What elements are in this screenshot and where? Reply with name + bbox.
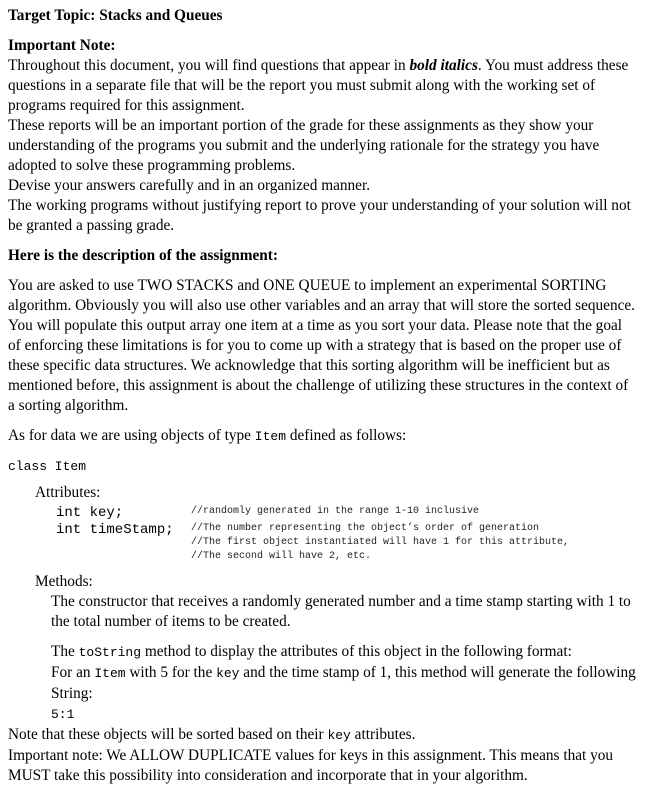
duplicate-keys-note: Important note: We ALLOW DUPLICATE values for keys in this assignment. This means that you MUST take this possibility into consideration and incorporate that in your algorithm. — [8, 747, 614, 784]
important-note-paragraph-4: The working programs without justifying report to prove your understanding of your solution will not be granted a passing grade. — [8, 197, 631, 234]
example-code-item: Item — [94, 666, 126, 681]
sorted-note-post: attributes. — [350, 726, 416, 743]
attribute-row-key — [35, 505, 638, 521]
description-paragraph: You are asked to use TWO STACKS and ONE QUEUE to implement an experimental SORTING algorithm. Obviously you will also use other variables and an array that will store the sorted sequence. You will populate this output array one item at a time as you sort your data. Please note that the goal of enforcing these limitations is for you to come up with a strategy that is based on the proper use of these specific data structures. We acknowledge that this sorting algorithm will be inefficient but as mentioned before, this assignment is about the challenge of utilizing these structures in the context of a sorting algorithm. — [8, 277, 636, 414]
methods-label: Methods: — [35, 573, 93, 590]
methods-section — [35, 572, 638, 725]
attribute-row-timestamp — [35, 522, 638, 564]
attribute-comments-key — [191, 505, 479, 519]
data-line-post: defined as follows: — [286, 427, 407, 444]
sorted-note-pre: Note that these objects will be sorted based on their — [8, 726, 328, 743]
tostring-post: method to display the attributes of this object in the following format: — [141, 643, 572, 660]
tostring-description — [51, 642, 638, 663]
data-type-line — [8, 426, 638, 447]
important-note-paragraph-1 — [8, 56, 638, 116]
attribute-comments-timestamp — [191, 522, 569, 564]
attributes-section — [35, 483, 638, 564]
document — [8, 6, 638, 786]
attribute-decl-key: int key; — [56, 505, 124, 521]
constructor-description: The constructor that receives a randomly generated number and a time stamp starting with 1 to the total number of items to be created. — [51, 593, 631, 630]
sorted-by-key-note — [8, 725, 638, 746]
data-line-code: Item — [254, 429, 287, 444]
example-mid: with 5 for the — [125, 664, 217, 681]
example-post: and the time stamp of 1, this method will generate the following String: — [51, 664, 636, 702]
important-note-heading: Important Note: — [8, 37, 116, 54]
methods-body — [51, 592, 638, 704]
attribute-comment: //The number representing the object’s order of generation — [191, 523, 540, 534]
note-line1-pre: Throughout this document, you will find questions that appear in — [8, 57, 410, 74]
important-note-paragraph-3: Devise your answers carefully and in an organized manner. — [8, 177, 371, 194]
important-note-paragraph-2: These reports will be an important portion of the grade for these assignments as they show your understanding of the programs you submit and the underlying rationale for the strategy you have adopted to solve these programming problems. — [8, 117, 600, 174]
data-line-pre: As for data we are using objects of type — [8, 427, 255, 444]
attribute-comment: //The second will have 2, etc. — [191, 551, 372, 562]
tostring-code: toString — [78, 645, 142, 660]
class-declaration: class Item — [8, 459, 87, 474]
note-line1-post: . You must address these questions in a separate file that will be the report you must submit along with the working set of programs required for this assignment. — [8, 57, 629, 114]
example-code-key: key — [216, 666, 240, 681]
attribute-comment: //The first object instantiated will have 1 for this attribute, — [191, 537, 570, 548]
attribute-decl-timestamp: int timeStamp; — [56, 522, 174, 538]
sorted-note-code: key — [327, 728, 351, 743]
tostring-pre: The — [51, 643, 79, 660]
note-bold-italics: bold italics — [409, 57, 478, 74]
example-pre: For an — [51, 664, 95, 681]
page-title: Target Topic: Stacks and Queues — [8, 7, 223, 24]
attributes-label: Attributes: — [35, 484, 101, 501]
attribute-comment: //randomly generated in the range 1-10 inclusive — [191, 506, 480, 517]
description-heading: Here is the description of the assignment: — [8, 247, 278, 264]
tostring-example — [51, 663, 638, 704]
sample-output: 5:1 — [51, 707, 75, 722]
